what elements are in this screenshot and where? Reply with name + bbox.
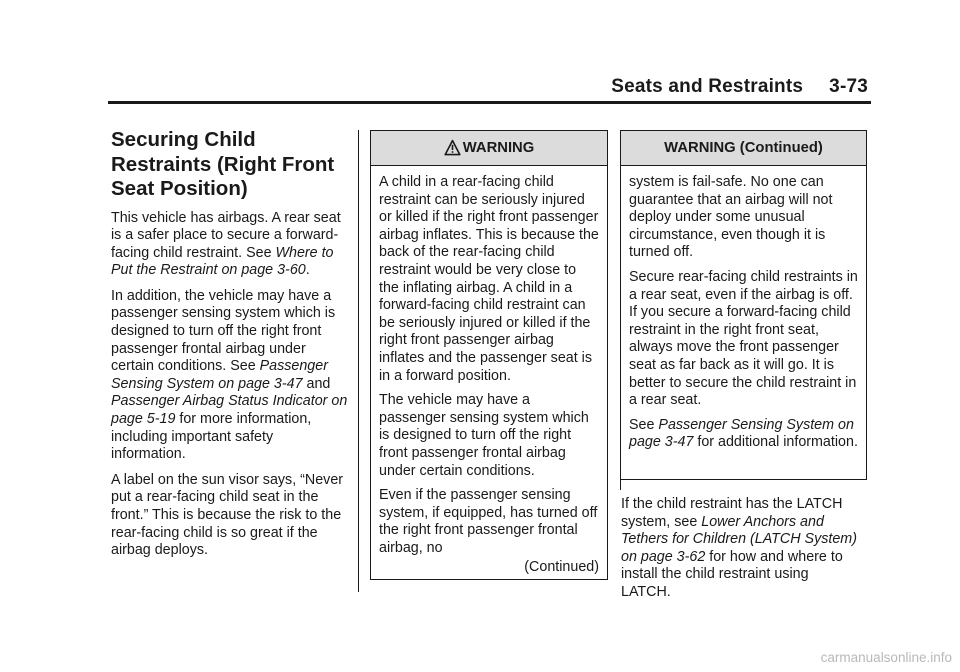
paragraph-airbags — [111, 210, 351, 280]
cross-reference-link[interactable]: Where to Put the Restraint on page 3-60 — [111, 244, 334, 279]
text: See — [629, 416, 659, 433]
warning-continued-heading: WARNING (Continued) — [621, 131, 866, 166]
warning-heading — [371, 131, 607, 166]
warning-paragraph: The vehicle may have a passenger sensing system which is designed to turn off the right front passenger frontal airbag under certain conditions. — [379, 392, 589, 479]
cross-reference-link[interactable]: Passenger Airbag Status Indicator on page 5-19 — [111, 393, 348, 428]
page-header — [611, 76, 868, 98]
warning-triangle-icon — [444, 135, 461, 169]
continued-label: (Continued) — [524, 559, 599, 576]
warning-paragraph: system is fail-safe. No one can guarantee that an airbag will not deploy under some unusual circumstance, even though it is turned off. — [629, 174, 833, 261]
cross-reference-link[interactable]: Lower Anchors and Tethers for Children (LATCH System) on page 3-62 — [621, 513, 857, 565]
text: for additional information. — [693, 434, 858, 451]
paragraph-latch — [621, 496, 861, 602]
column-1 — [111, 128, 351, 568]
text: In addition, the vehicle may have a passenger sensing system which is designed to turn off the right front passenger frontal airbag under certain conditions. See — [111, 287, 336, 375]
warning-paragraph: A child in a rear-facing child restraint can be seriously injured or killed if the right front passenger airbag inflates. This is because the back of the rear-facing child restraint would be very close to the inflating airbag. A child in a forward-facing child restraint can be seriously injured or killed if the right front passenger airbag inflates and the passenger seat is in a forward position. — [379, 174, 599, 384]
section-heading: Securing Child Restraints (Right Front Seat Position) — [111, 128, 335, 200]
text: This vehicle has airbags. A rear seat is a safer place to secure a forward-facing child restraint. See — [111, 209, 341, 261]
warning-label: WARNING — [462, 140, 535, 156]
column-3-text — [621, 496, 861, 610]
column-divider — [358, 130, 359, 592]
cross-reference-link[interactable]: Passenger Sensing System on page 3-47 — [629, 416, 854, 451]
cross-reference-link[interactable]: Passenger Sensing System on page 3-47 — [111, 358, 328, 392]
text: . — [305, 262, 310, 279]
text: for how and where to install the child restraint using LATCH. — [621, 548, 843, 600]
warning-paragraph: Even if the passenger sensing system, if equipped, has turned off the right front passenger frontal airbag, no — [379, 487, 598, 556]
warning-paragraph: Secure rear-facing child restraints in a rear seat, even if the airbag is off. If you secure a forward-facing child restraint in the right front seat, always move the front passenger seat as far back as it will go. It is better to secure the child restraint in a rear seat. — [629, 268, 858, 409]
warning-box — [370, 130, 608, 580]
text: If the child restraint has the LATCH system, see — [621, 496, 843, 530]
section-title: Seats and Restraints — [611, 76, 804, 97]
watermark: carmanualsonline.info — [820, 650, 952, 665]
paragraph-sun-visor: A label on the sun visor says, “Never put a rear-facing child seat in the front.” This is because the risk to the rear-facing child is so great if the airbag deploys. — [111, 471, 344, 559]
warning-body — [371, 166, 607, 577]
page-number: 3-73 — [829, 76, 868, 97]
warning-continued-box — [620, 130, 867, 480]
warning-paragraph — [629, 417, 858, 452]
text: for more information, including important safety information. — [111, 411, 312, 463]
paragraph-sensing-system — [111, 288, 351, 464]
warning-continued-body — [621, 166, 866, 452]
header-rule — [108, 101, 871, 104]
text: and — [302, 375, 331, 392]
